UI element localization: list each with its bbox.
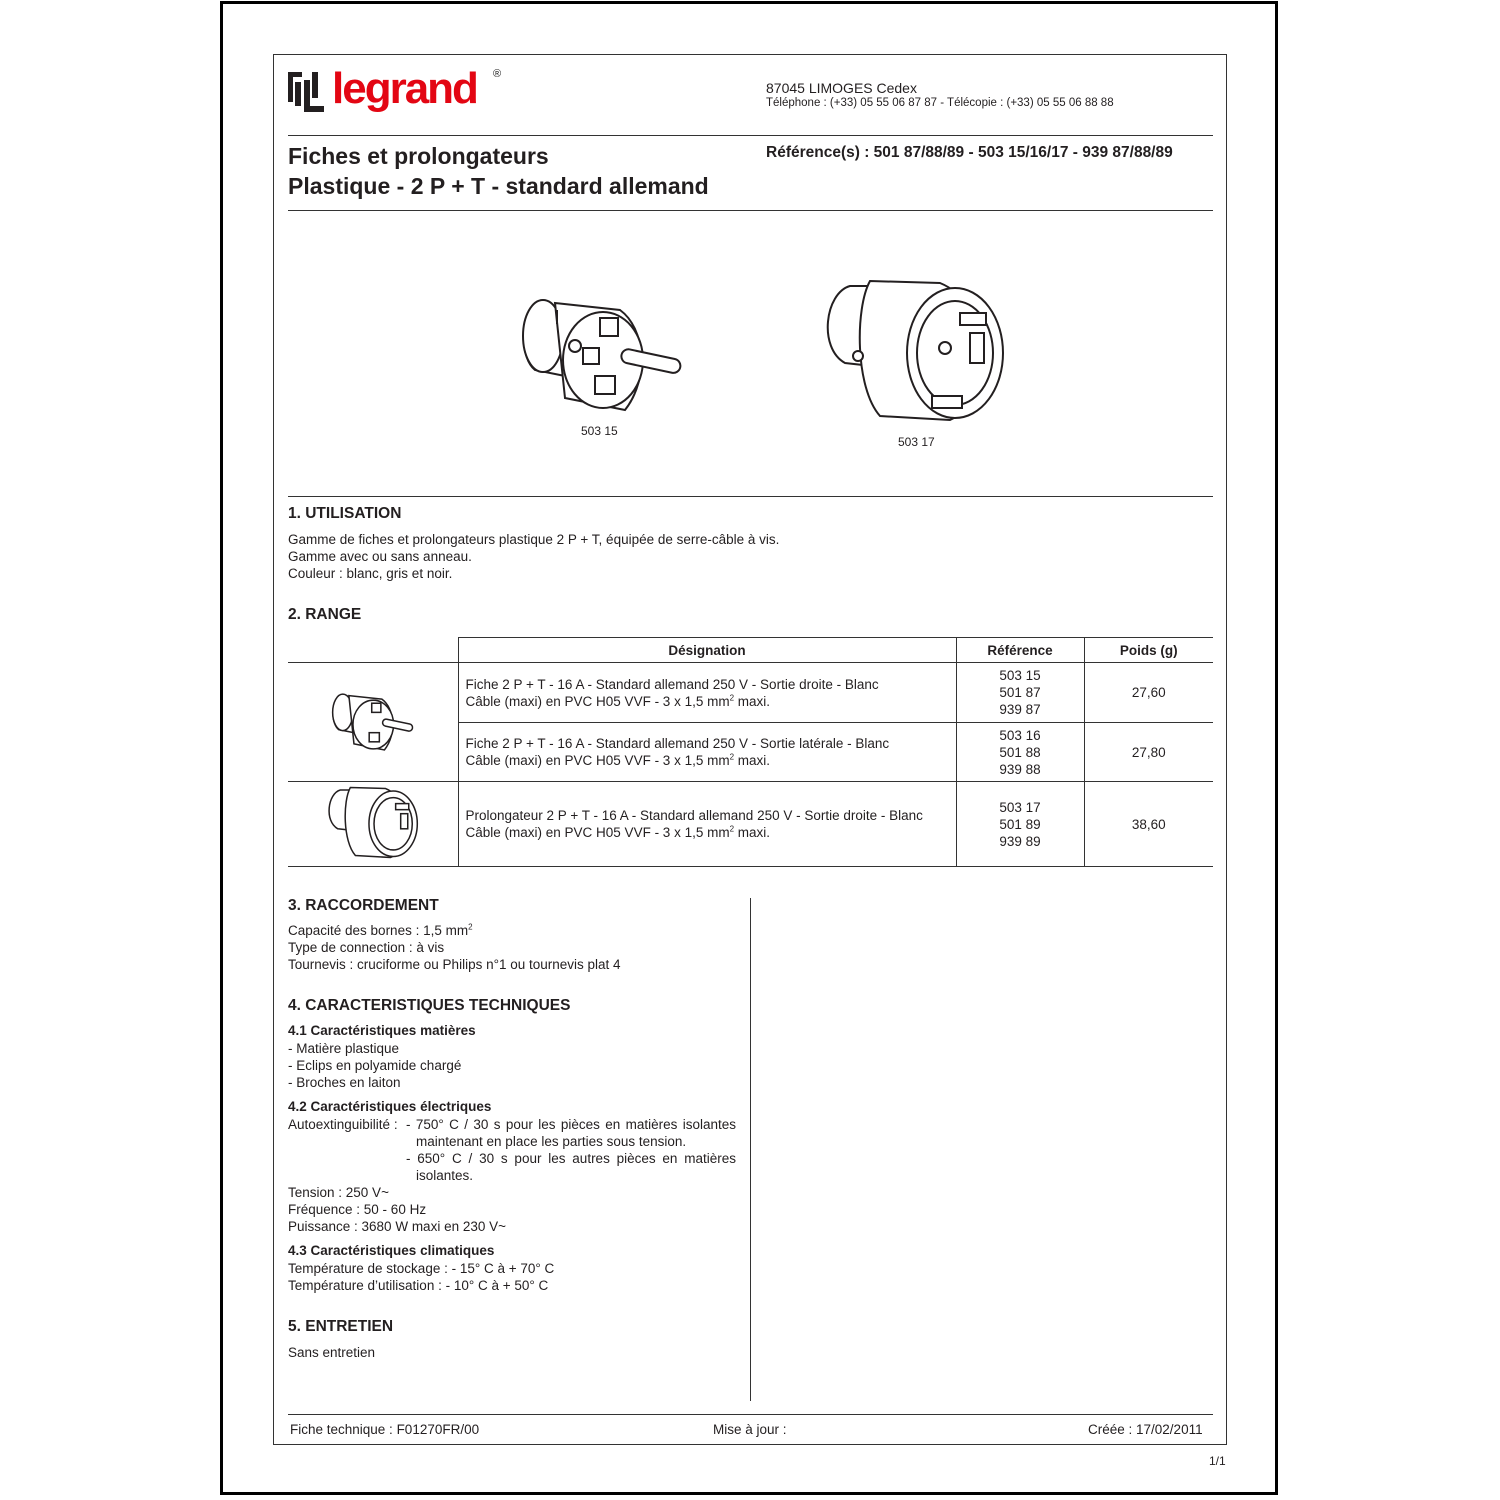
column-separator — [750, 898, 751, 1401]
section-1-text — [288, 531, 779, 582]
section-1-heading: 1. UTILISATION — [288, 505, 402, 522]
divider — [288, 496, 1213, 497]
text-line: Tension : 250 V~ — [288, 1185, 389, 1200]
range-table — [288, 637, 1213, 867]
auto-label: Autoextinguibilité : — [288, 1117, 398, 1132]
designation-cell — [458, 723, 956, 782]
plug-thumbnail-cell — [288, 663, 458, 782]
designation-line: Fiche 2 P + T - 16 A - Standard allemand 250 V - Sortie droite - Blanc — [465, 676, 879, 692]
table-row — [288, 663, 1213, 723]
section-5-text: Sans entretien — [288, 1345, 376, 1360]
section-3-heading: 3. RACCORDEMENT — [288, 897, 439, 914]
text-line: Couleur : blanc, gris et noir. — [288, 566, 453, 581]
text-line: Type de connection : à vis — [288, 940, 445, 955]
section-4-heading: 4. CARACTERISTIQUES TECHNIQUES — [288, 997, 571, 1014]
section-4-3-text — [288, 1260, 554, 1294]
designation-line: Prolongateur 2 P + T - 16 A - Standard allemand 250 V - Sortie droite - Blanc — [465, 808, 923, 823]
auto-line: isolantes. — [416, 1168, 474, 1183]
reference-cell: 503 15 501 87 939 87 — [956, 663, 1084, 723]
footer-created: Créée : 17/02/2011 — [1088, 1422, 1203, 1437]
references: Référence(s) : 501 87/88/89 - 503 15/16/17 - 939 87/88/89 — [766, 144, 1173, 161]
designation-cell — [458, 663, 956, 723]
footer-divider — [288, 1414, 1213, 1415]
title-line-1: Fiches et prolongateurs — [288, 143, 549, 169]
plug-thumbnail — [328, 688, 418, 754]
socket-thumbnail — [325, 786, 421, 859]
auto-line: maintenant en place les parties sous tension. — [416, 1134, 687, 1149]
column-header-designation: Désignation — [458, 638, 956, 663]
section-4-3-heading: 4.3 Caractéristiques climatiques — [288, 1243, 495, 1258]
address-line-1: 87045 LIMOGES Cedex — [766, 80, 917, 96]
text-line: Fréquence : 50 - 60 Hz — [288, 1202, 427, 1217]
text-line: Gamme avec ou sans anneau. — [288, 549, 472, 564]
designation-line: Fiche 2 P + T - 16 A - Standard allemand 250 V - Sortie latérale - Blanc — [465, 736, 890, 751]
socket-caption: 503 17 — [898, 435, 935, 449]
footer-fiche: Fiche technique : F01270FR/00 — [290, 1422, 480, 1437]
divider — [288, 210, 1213, 211]
table-row — [288, 782, 1213, 867]
footer-update: Mise à jour : — [713, 1422, 787, 1437]
column-header-image — [288, 638, 458, 663]
column-header-weight: Poids (g) — [1084, 638, 1213, 663]
page-number: 1/1 — [1209, 1454, 1226, 1468]
text-line: - Broches en laiton — [288, 1075, 401, 1090]
socket-thumbnail-cell — [288, 782, 458, 867]
weight-cell: 38,60 — [1084, 782, 1213, 867]
divider — [288, 135, 1213, 136]
reference-cell: 503 16 501 88 939 88 — [956, 723, 1084, 782]
auto-line: - 750° C / 30 s pour les pièces en matières isolantes — [406, 1117, 736, 1132]
text-line: Capacité des bornes : 1,5 $mm^2$ — [288, 922, 473, 938]
designation-line: Câble (maxi) en PVC H05 VVF - 3 x 1,5 $mm^2$ maxi. — [465, 824, 771, 840]
section-4-1-text — [288, 1040, 461, 1091]
section-3-text — [288, 922, 621, 973]
text-line: Gamme de fiches et prolongateurs plastique 2 P + T, équipée de serre-câble à vis. — [288, 532, 780, 547]
weight-cell: 27,60 — [1084, 663, 1213, 723]
designation-cell — [458, 782, 956, 867]
designation-line: Câble (maxi) en PVC H05 VVF - 3 x 1,5 $mm^2$ maxi. — [465, 693, 771, 709]
socket-drawing — [820, 278, 1010, 423]
legrand-logo — [288, 66, 508, 122]
section-4-2-text — [288, 1184, 506, 1235]
text-line: Température d’utilisation : - 10° C à + 50° C — [288, 1278, 549, 1293]
address-line-2: Téléphone : (+33) 05 55 06 87 87 - Télécopie : (+33) 05 55 06 88 88 — [766, 97, 1114, 109]
section-4-1-heading: 4.1 Caractéristiques matières — [288, 1023, 476, 1038]
text-line: Tournevis : cruciforme ou Philips n°1 ou tournevis plat 4 — [288, 957, 621, 972]
auto-line: - 650° C / 30 s pour les autres pièces en matières — [406, 1151, 736, 1166]
designation-line: Câble (maxi) en PVC H05 VVF - 3 x 1,5 $mm^2$ maxi. — [465, 752, 771, 768]
title-line-2: Plastique - 2 P + T - standard allemand — [288, 173, 709, 199]
text-line: - Matière plastique — [288, 1041, 400, 1056]
brand-name: legrand — [332, 64, 477, 113]
weight-cell: 27,80 — [1084, 723, 1213, 782]
text-line: Puissance : 3680 W maxi en 230 V~ — [288, 1219, 506, 1234]
text-line: Température de stockage : - 15° C à + 70° C — [288, 1261, 555, 1276]
column-header-reference: Référence — [956, 638, 1084, 663]
reference-cell: 503 17 501 89 939 89 — [956, 782, 1084, 867]
legrand-mark-icon — [288, 72, 324, 112]
registered-mark: ® — [493, 68, 502, 80]
plug-caption: 503 15 — [581, 424, 618, 438]
plug-drawing — [515, 288, 690, 418]
text-line: - Eclips en polyamide chargé — [288, 1058, 462, 1073]
section-4-2-heading: 4.2 Caractéristiques électriques — [288, 1099, 492, 1114]
section-2-heading: 2. RANGE — [288, 606, 362, 623]
section-5-heading: 5. ENTRETIEN — [288, 1318, 394, 1335]
